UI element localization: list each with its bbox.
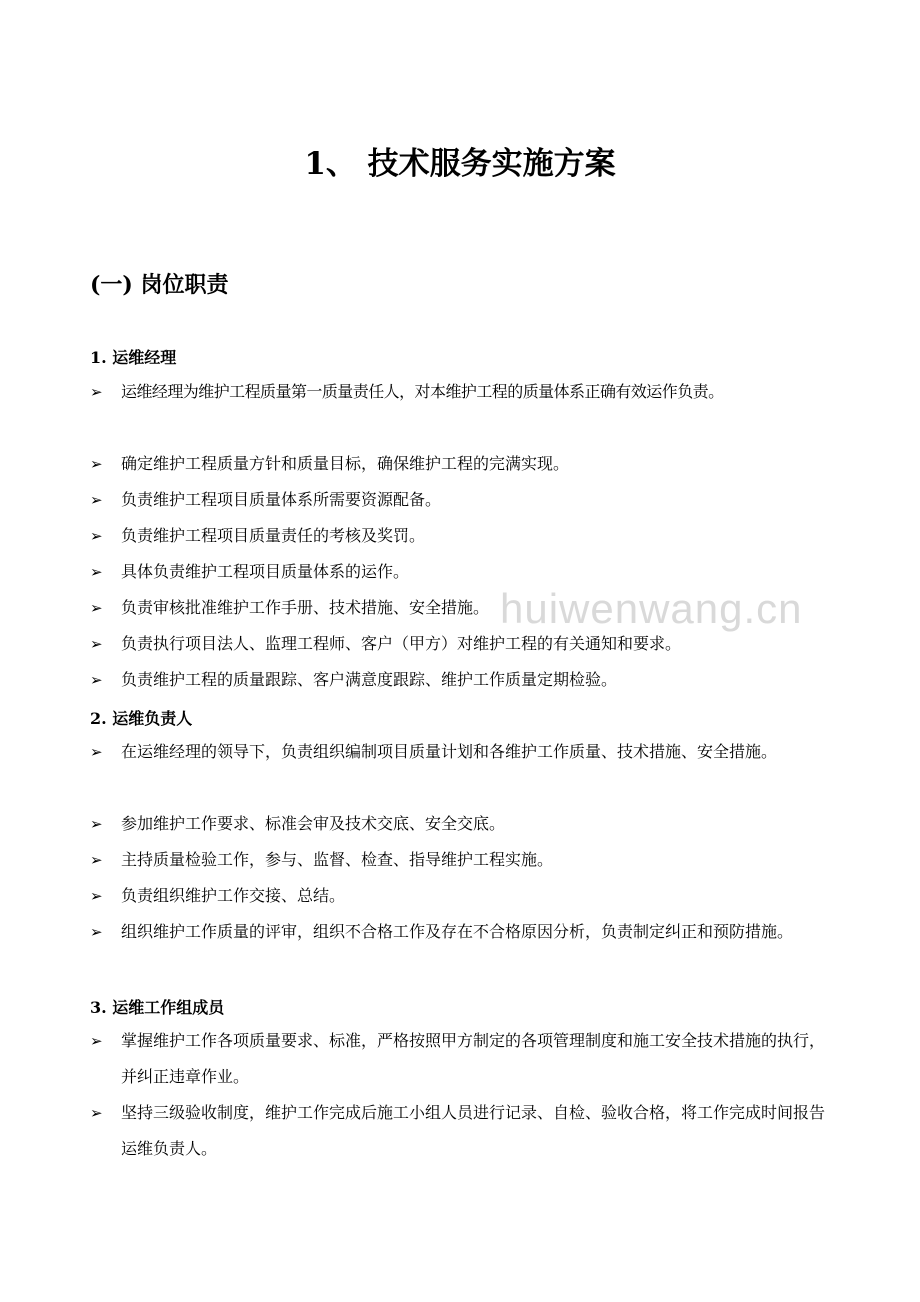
list-item xyxy=(90,482,850,518)
subsection-heading: 2. 运维负责人 xyxy=(90,709,193,728)
arrow-bullet-icon: ➢ xyxy=(90,671,103,689)
list-item xyxy=(90,878,850,914)
list-item-text: 组织维护工作质量的评审，组织不合格工作及存在不合格原因分析，负责制定纠正和预防措施。 xyxy=(121,922,794,941)
document-title: 1、 技术服务实施方案 xyxy=(304,146,616,182)
list-item-text: 坚持三级验收制度，维护工作完成后施工小组人员进行记录、自检、验收合格，将工作完成时间报告运维负责人。 xyxy=(121,1103,826,1158)
list-item xyxy=(90,446,850,482)
subsection-heading: 3. 运维工作组成员 xyxy=(90,998,225,1017)
watermark: huiwenwang.cn xyxy=(500,585,803,632)
list-item xyxy=(90,914,850,950)
arrow-bullet-icon: ➢ xyxy=(90,563,103,581)
list-item-text: 负责审核批准维护工作手册、技术措施、安全措施。 xyxy=(121,598,490,617)
list-item xyxy=(90,518,850,554)
arrow-bullet-icon: ➢ xyxy=(90,887,103,905)
list-item xyxy=(90,626,850,662)
list-item xyxy=(90,806,850,842)
list-item xyxy=(90,842,850,878)
arrow-bullet-icon: ➢ xyxy=(90,815,103,833)
list-item xyxy=(90,1095,850,1167)
list-item xyxy=(90,374,850,410)
list-item-text: 确定维护工程质量方针和质量目标，确保维护工程的完满实现。 xyxy=(121,454,570,473)
list-item xyxy=(90,1023,850,1095)
arrow-bullet-icon: ➢ xyxy=(90,851,103,869)
arrow-bullet-icon: ➢ xyxy=(90,599,103,617)
arrow-bullet-icon: ➢ xyxy=(90,743,103,761)
list-item xyxy=(90,662,850,698)
list-item-text: 负责维护工程项目质量责任的考核及奖罚。 xyxy=(121,526,426,545)
list-item-text: 参加维护工作要求、标准会审及技术交底、安全交底。 xyxy=(121,814,506,833)
list-item-text: 具体负责维护工程项目质量体系的运作。 xyxy=(121,562,410,581)
list-item-text: 运维经理为维护工程质量第一质量责任人，对本维护工程的质量体系正确有效运作负责。 xyxy=(121,382,724,401)
arrow-bullet-icon: ➢ xyxy=(90,491,103,509)
list-item xyxy=(90,590,850,626)
arrow-bullet-icon: ➢ xyxy=(90,455,103,473)
list-item-text: 掌握维护工作各项质量要求、标准，严格按照甲方制定的各项管理制度和施工安全技术措施的执行，并纠正违章作业。 xyxy=(121,1031,826,1086)
list-item xyxy=(90,554,850,590)
arrow-bullet-icon: ➢ xyxy=(90,383,103,401)
list-item-text: 在运维经理的领导下，负责组织编制项目质量计划和各维护工作质量、技术措施、安全措施。 xyxy=(121,742,778,761)
arrow-bullet-icon: ➢ xyxy=(90,527,103,545)
list-item-text: 负责维护工程的质量跟踪、客户满意度跟踪、维护工作质量定期检验。 xyxy=(121,670,618,689)
arrow-bullet-icon: ➢ xyxy=(90,635,103,653)
arrow-bullet-icon: ➢ xyxy=(90,923,103,941)
list-item-text: 主持质量检验工作，参与、监督、检查、指导维护工程实施。 xyxy=(121,850,554,869)
arrow-bullet-icon: ➢ xyxy=(90,1032,103,1050)
subsection-heading: 1. 运维经理 xyxy=(90,348,177,367)
list-item-text: 负责组织维护工作交接、总结。 xyxy=(121,886,346,905)
list-item xyxy=(90,734,850,770)
list-item-text: 负责执行项目法人、监理工程师、客户（甲方）对维护工程的有关通知和要求。 xyxy=(121,634,682,653)
list-item-text: 负责维护工程项目质量体系所需要资源配备。 xyxy=(121,490,442,509)
section-title: (一) 岗位职责 xyxy=(90,272,229,298)
arrow-bullet-icon: ➢ xyxy=(90,1104,103,1122)
